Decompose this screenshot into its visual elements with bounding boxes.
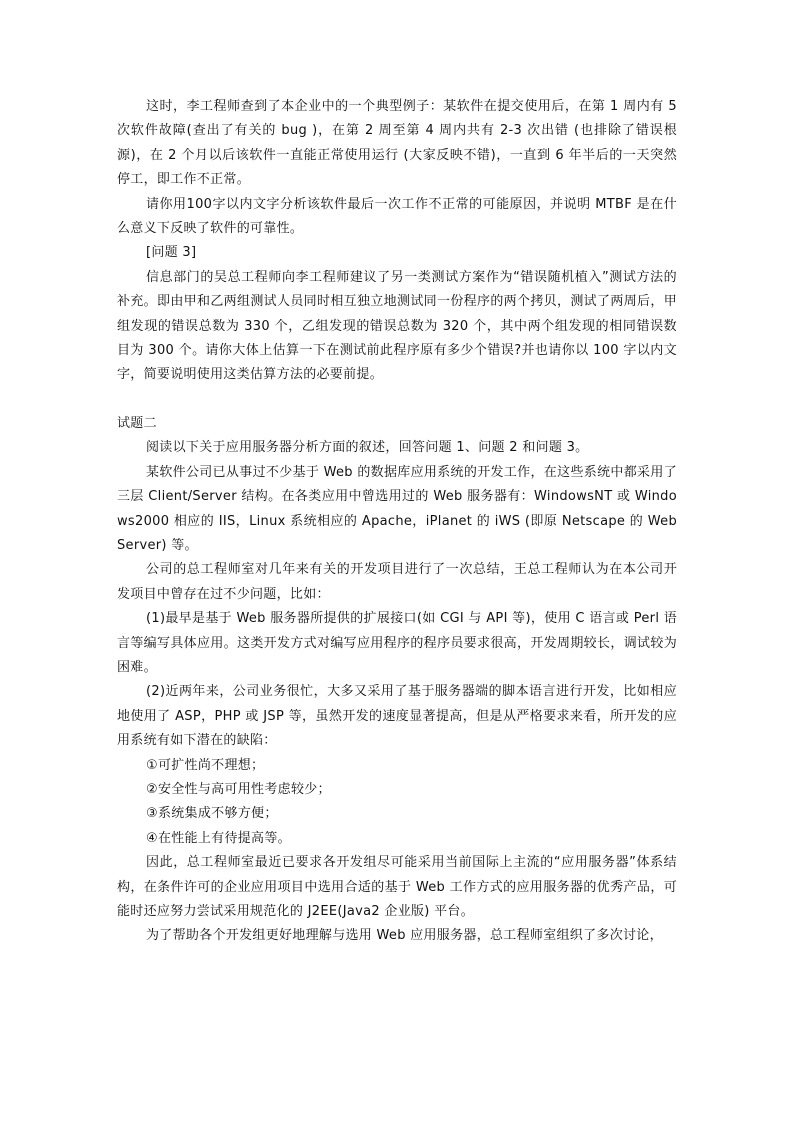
paragraph-company-background: 某软件公司已从事过不少基于 Web 的数据库应用系统的开发工作，在这些系统中都采用了三层 Client/Server 结构。在各类应用中曾选用过的 Web 服务器有：WindowsNT 或 Windows2000 相应的 IIS，Linux 系统相应的 Apache，iPlanet 的 iWS (即原 Netscape 的 WebServer) 等。	[117, 464, 677, 553]
paragraph-summary: 公司的总工程师室对几年来有关的开发项目进行了一次总结，王总工程师认为在本公司开发项目中曾存在过不少问题，比如：	[117, 562, 677, 602]
question-3-label: [问题 3]	[146, 245, 197, 261]
paragraph-question-mtbf: 请你用100字以内文字分析该软件最后一次工作不正常的可能原因，并说明 MTBF 是在什么意义下反映了软件的可靠性。	[117, 196, 677, 237]
paragraph-discussion: 为了帮助各个开发组更好地理解与选用 Web 应用服务器，总工程师室组织了多次讨论，	[146, 928, 663, 944]
paragraph-point-1: (1)最早是基于 Web 服务器所提供的扩展接口(如 CGI 与 API 等)，使用 C 语言或 Perl 语言等编写具体应用。这类开发方式对编写应用程序的程序员要求很高，开发周期较长，调试较为困难。	[117, 611, 677, 675]
paragraph-point-2: (2)近两年来，公司业务很忙，大多又采用了基于服务器端的脚本语言进行开发，比如相应地使用了 ASP，PHP 或 JSP 等，虽然开发的速度显著提高，但是从严格要求来看，所开发的应用系统有如下潜在的缺陷：	[117, 684, 677, 749]
paragraph-error-seeding: 信息部门的吴总工程师向李工程师建议了另一类测试方案作为“错误随机植入”测试方法的补充。即由甲和乙两组测试人员同时相互独立地测试同一份程序的两个拷贝，测试了两周后，甲组发现的错误总数为 330 个，乙组发现的错误总数为 320 个，其中两个组发现的相同错误数目为 300 个。请你大体上估算一下在测试前此程序原有多少个错误?并也请你以 100 字以内文字，简要说明使用这类估算方法的必要前提。	[117, 269, 677, 383]
list-item: ①可扩性尚不理想；	[146, 757, 265, 773]
list-item: ②安全性与高可用性考虑较少；	[146, 781, 331, 797]
list-item: ④在性能上有待提高等。	[146, 830, 291, 846]
document-body	[117, 95, 677, 949]
paragraph-read-instructions: 阅读以下关于应用服务器分析方面的叙述，回答问题 1、问题 2 和问题 3。	[146, 440, 589, 456]
paragraph-architecture-requirement: 因此，总工程师室最近已要求各开发组尽可能采用当前国际上主流的“应用服务器”体系结构，在条件许可的企业应用项目中选用合适的基于 Web 工作方式的应用服务器的优秀产品，可能时还应努力尝试采用规范化的 J2EE(Java2 企业版) 平台。	[117, 855, 677, 919]
section-heading: 试题二	[117, 415, 157, 431]
paragraph-case-example: 这时，李工程师查到了本企业中的一个典型例子：某软件在提交使用后，在第 1 周内有 5 次软件故障(查出了有关的 bug )，在第 2 周至第 4 周内共有 2-3 次出错 (也排除了错误根源)，在 2 个月以后该软件一直能正常使用运行 (大家反映不错)，一直到 6 年半后的一天突然停工，即工作不正常。	[117, 99, 677, 188]
list-item: ③系统集成不够方便；	[146, 806, 278, 822]
